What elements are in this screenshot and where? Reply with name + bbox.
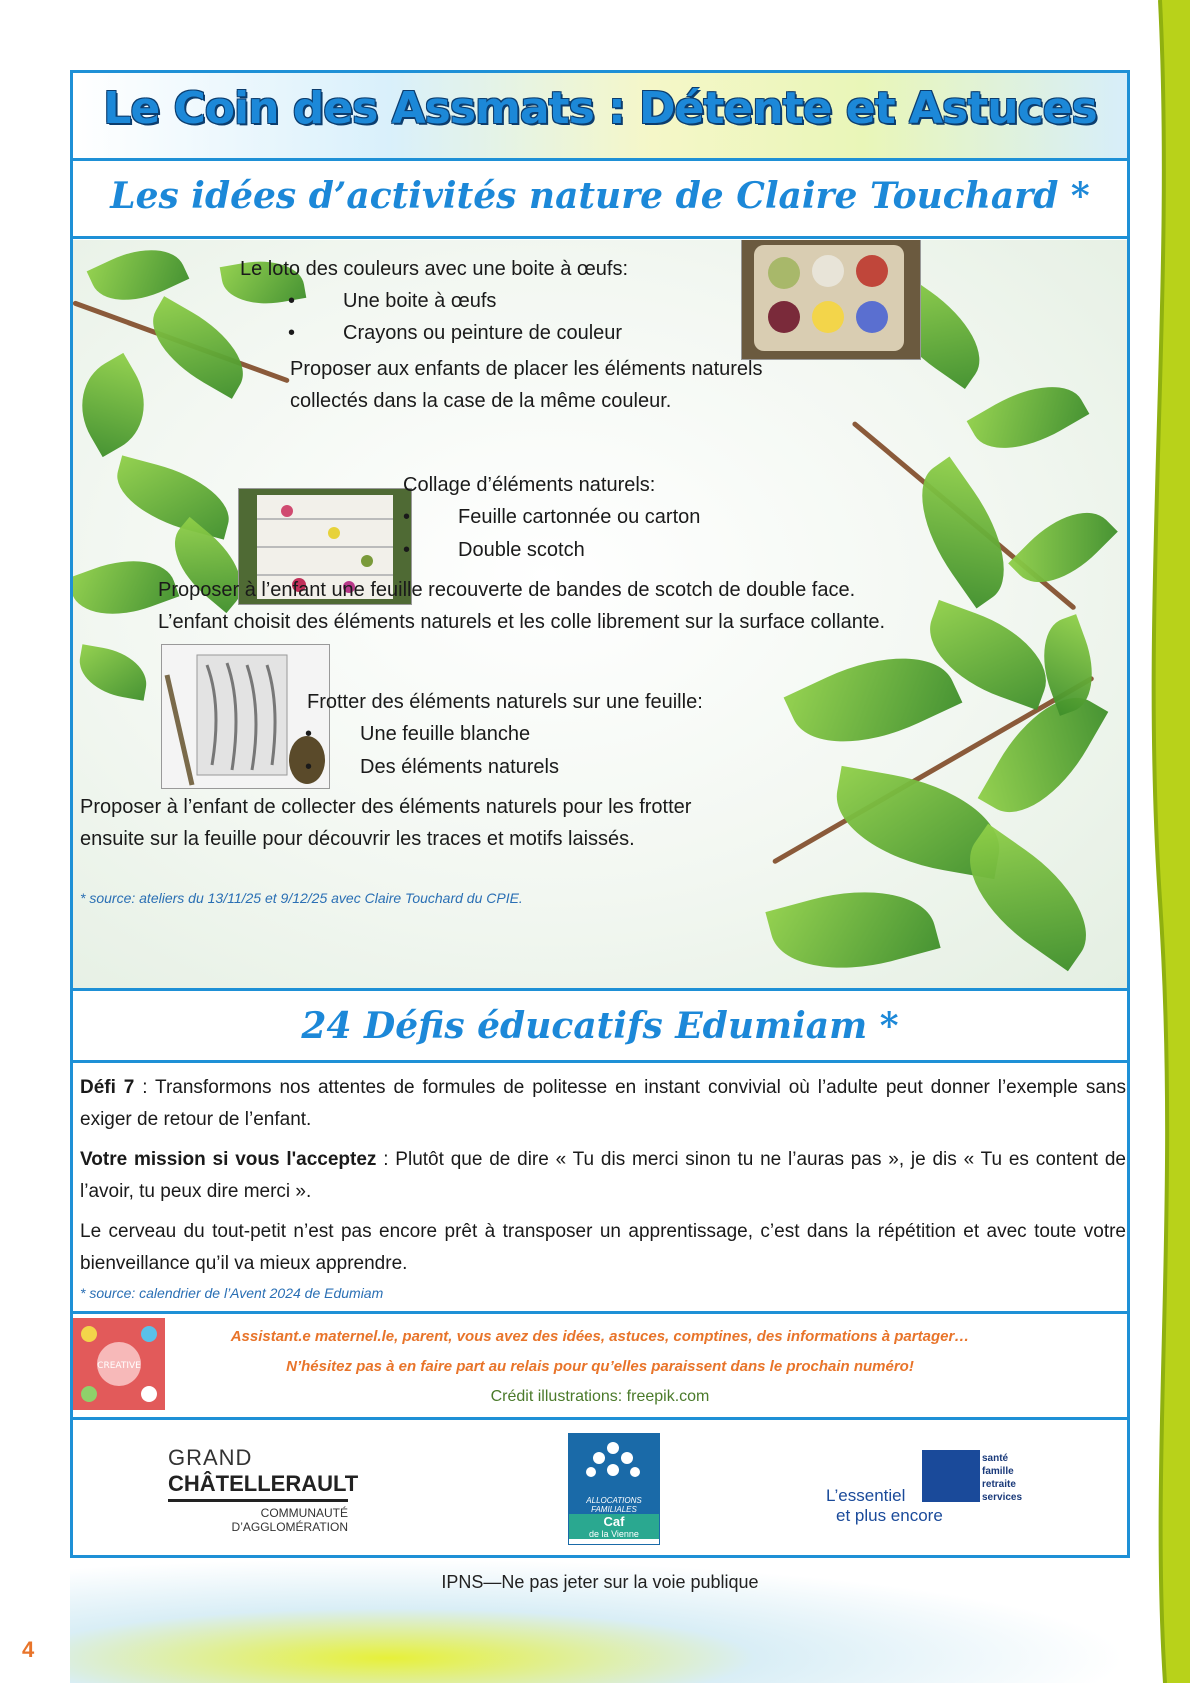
activity1-heading: Le loto des couleurs avec une boite à œufs: (240, 258, 629, 280)
activity3-description: ensuite sur la feuille pour découvrir les traces et motifs laissés. (80, 828, 635, 850)
divider (70, 158, 1130, 161)
caf-emblem (569, 1434, 659, 1496)
defis-section-title: 24 Défis éducatifs Edumiam * (301, 1005, 899, 1047)
msa-line: services (982, 1492, 1023, 1503)
msa-taglines (982, 1452, 1042, 1504)
activity2-item: • Double scotch (458, 533, 585, 567)
grand-chatellerault-logo (168, 1445, 359, 1534)
divider (70, 1417, 1130, 1420)
creative-icon-label: CREATIVE (97, 1361, 141, 1371)
ipns-notice: IPNS—Ne pas jeter sur la voie publique (441, 1572, 759, 1592)
nature-source-note: * source: ateliers du 13/11/25 et 9/12/25 avec Claire Touchard du CPIE. (80, 890, 523, 906)
divider (70, 1311, 1130, 1314)
msa-line: santé (982, 1453, 1009, 1464)
activity2-description: Proposer à l’enfant une feuille recouverte de bandes de scotch de double face. (158, 579, 856, 601)
activity3-item: • Des éléments naturels (360, 750, 559, 784)
caf-line4: de la Vienne (569, 1529, 659, 1539)
gc-line4: D’AGGLOMÉRATION (231, 1520, 348, 1534)
gc-line3: COMMUNAUTÉ (260, 1506, 348, 1520)
divider (70, 236, 1130, 239)
gc-line1: GRAND (168, 1445, 253, 1470)
activity1-item: • Une boite à œufs (343, 284, 496, 318)
activity3-heading: Frotter des éléments naturels sur une feuille: (307, 691, 703, 713)
divider (70, 1060, 1130, 1063)
page-number: 4 (22, 1637, 35, 1662)
defis-content (80, 1072, 1126, 1280)
defi-label: Défi 7 (80, 1077, 135, 1098)
nature-activities-panel (73, 240, 1127, 988)
activity1-item: • Crayons ou peinture de couleur (343, 316, 622, 350)
share-invitation: N’hésitez pas à en faire part au relais pour qu’elles paraissent dans le prochain numéro! (286, 1358, 914, 1375)
gc-line2: CHÂTELLERAULT (168, 1471, 348, 1502)
explanation-text: Le cerveau du tout-petit n’est pas encore prêt à transposer un apprentissage, c’est dans la répétition et avec toute votre bienveillance qu’il va mieux apprendre. (80, 1221, 1126, 1274)
activity2-description: L’enfant choisit des éléments naturels et les colle librement sur la surface collante. (158, 611, 886, 633)
caf-line1: ALLOCATIONS (569, 1496, 659, 1505)
activity2-item: • Feuille cartonnée ou carton (458, 500, 700, 534)
msa-line: retraite (982, 1479, 1016, 1490)
activity3-description: Proposer à l’enfant de collecter des éléments naturels pour les frotter (80, 796, 692, 818)
caf-line2: FAMILIALES (569, 1505, 659, 1514)
nature-section-title: Les idées d’activités nature de Claire Touchard * (110, 175, 1090, 217)
caf-line3: Caf (569, 1514, 659, 1529)
illustration-credit: Crédit illustrations: freepik.com (490, 1388, 710, 1405)
msa-line: famille (982, 1466, 1014, 1477)
msa-logo (826, 1450, 1046, 1530)
msa-tagline1: L’essentiel (826, 1486, 906, 1505)
title-banner (73, 73, 1127, 158)
defis-source-note: * source: calendrier de l’Avent 2024 de Edumiam (80, 1285, 384, 1301)
egg-box-photo (741, 240, 921, 360)
caf-logo (568, 1433, 660, 1545)
activity2-heading: Collage d’éléments naturels: (403, 474, 656, 496)
page-title: Le Coin des Assmats : Détente et Astuces (103, 83, 1097, 134)
msa-emblem (922, 1450, 980, 1502)
msa-tagline2: et plus encore (836, 1506, 943, 1525)
divider (70, 988, 1130, 991)
share-message: Assistant.e maternel.le, parent, vous avez des idées, astuces, comptines, des informations à partager… (230, 1328, 970, 1345)
activity3-item: • Une feuille blanche (360, 717, 530, 751)
activity1-description: collectés dans la case de la même couleur. (290, 390, 672, 412)
activity1-description: Proposer aux enfants de placer les éléments naturels (290, 358, 763, 380)
decorative-green-curve (1120, 0, 1190, 1683)
mission-label: Votre mission si vous l'acceptez (80, 1149, 377, 1170)
mission-text: : Plutôt que de dire « Tu dis merci sinon tu ne l’auras pas », je dis « Tu es content de l’avoir, tu peux dire merci ». (80, 1149, 1126, 1202)
defi-text: : Transformons nos attentes de formules de politesse en instant convivial où l’adulte peut donner l’exemple sans exiger de retour de l’enfant. (80, 1077, 1127, 1130)
